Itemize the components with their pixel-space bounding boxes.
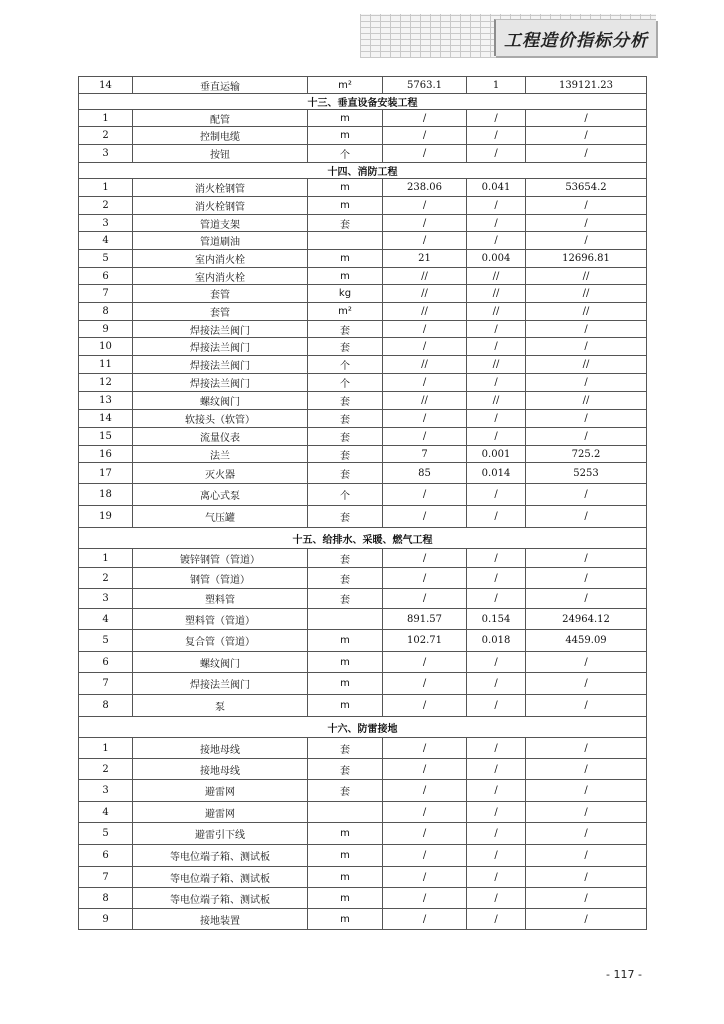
unit-cell: 套 xyxy=(308,428,383,446)
table-row xyxy=(79,215,647,232)
unit-cell: 套 xyxy=(308,410,383,428)
name-cell: 避雷引下线 xyxy=(133,823,308,845)
unit-cell xyxy=(308,232,383,250)
no-cell: 2 xyxy=(79,759,133,780)
name-cell: 软接头（软管） xyxy=(133,410,308,428)
name-cell: 钢管（管道） xyxy=(133,568,308,589)
index-cell: / xyxy=(467,823,526,845)
name-cell: 焊接法兰阀门 xyxy=(133,321,308,338)
table-row xyxy=(79,823,647,845)
amount-cell: / xyxy=(526,127,647,145)
index-cell: 0.014 xyxy=(467,463,526,484)
index-cell: 0.041 xyxy=(467,179,526,197)
index-cell: / xyxy=(467,589,526,609)
name-cell: 等电位端子箱、测试板 xyxy=(133,888,308,909)
name-cell: 管道支架 xyxy=(133,215,308,232)
unit-cell: 套 xyxy=(308,738,383,759)
unit-cell: m xyxy=(308,652,383,673)
table-row xyxy=(79,695,647,717)
name-cell: 套管 xyxy=(133,303,308,321)
table-row xyxy=(79,759,647,780)
table-row xyxy=(79,506,647,528)
qty-cell: / xyxy=(383,428,467,446)
unit-cell: m xyxy=(308,268,383,285)
qty-cell: / xyxy=(383,232,467,250)
no-cell: 5 xyxy=(79,630,133,652)
unit-cell xyxy=(308,802,383,823)
index-cell: / xyxy=(467,888,526,909)
unit-cell: 套 xyxy=(308,780,383,802)
table-row xyxy=(79,77,647,94)
section-header-row xyxy=(79,94,647,110)
no-cell: 14 xyxy=(79,77,133,94)
table-row xyxy=(79,463,647,484)
amount-cell: / xyxy=(526,589,647,609)
unit-cell: m xyxy=(308,845,383,867)
section-title: 十三、垂直设备安装工程 xyxy=(79,94,647,110)
qty-cell: / xyxy=(383,845,467,867)
table-row xyxy=(79,484,647,506)
qty-cell: / xyxy=(383,110,467,127)
amount-cell: // xyxy=(526,285,647,303)
table-row xyxy=(79,888,647,909)
no-cell: 15 xyxy=(79,428,133,446)
table-row xyxy=(79,802,647,823)
table-row xyxy=(79,630,647,652)
qty-cell: / xyxy=(383,589,467,609)
qty-cell: / xyxy=(383,823,467,845)
amount-cell: / xyxy=(526,232,647,250)
index-cell: / xyxy=(467,110,526,127)
amount-cell: / xyxy=(526,484,647,506)
no-cell: 9 xyxy=(79,321,133,338)
index-cell: / xyxy=(467,145,526,163)
table-row xyxy=(79,738,647,759)
page-header-title: 工程造价指标分析 xyxy=(504,30,648,51)
qty-cell: / xyxy=(383,506,467,528)
amount-cell: 24964.12 xyxy=(526,609,647,630)
unit-cell: 套 xyxy=(308,392,383,410)
qty-cell: / xyxy=(383,909,467,930)
table-row xyxy=(79,780,647,802)
table-row xyxy=(79,867,647,888)
index-cell: / xyxy=(467,695,526,717)
unit-cell: 个 xyxy=(308,374,383,392)
amount-cell: 725.2 xyxy=(526,446,647,463)
index-cell: / xyxy=(467,338,526,356)
amount-cell: / xyxy=(526,145,647,163)
no-cell: 2 xyxy=(79,127,133,145)
qty-cell: // xyxy=(383,392,467,410)
qty-cell: / xyxy=(383,695,467,717)
index-cell: // xyxy=(467,392,526,410)
unit-cell: 套 xyxy=(308,568,383,589)
unit-cell: m xyxy=(308,823,383,845)
name-cell: 消火栓钢管 xyxy=(133,179,308,197)
no-cell: 2 xyxy=(79,568,133,589)
no-cell: 17 xyxy=(79,463,133,484)
section-title: 十五、给排水、采暖、燃气工程 xyxy=(79,528,647,549)
index-cell: / xyxy=(467,780,526,802)
index-cell: // xyxy=(467,356,526,374)
no-cell: 7 xyxy=(79,285,133,303)
no-cell: 8 xyxy=(79,303,133,321)
no-cell: 6 xyxy=(79,845,133,867)
amount-cell: / xyxy=(526,321,647,338)
name-cell: 避雷网 xyxy=(133,780,308,802)
name-cell: 避雷网 xyxy=(133,802,308,823)
amount-cell: // xyxy=(526,356,647,374)
name-cell: 接地母线 xyxy=(133,738,308,759)
name-cell: 法兰 xyxy=(133,446,308,463)
index-cell: / xyxy=(467,802,526,823)
name-cell: 室内消火栓 xyxy=(133,250,308,268)
table-row xyxy=(79,845,647,867)
no-cell: 6 xyxy=(79,652,133,673)
no-cell: 18 xyxy=(79,484,133,506)
no-cell: 8 xyxy=(79,888,133,909)
index-cell: 0.004 xyxy=(467,250,526,268)
qty-cell: / xyxy=(383,780,467,802)
table-row xyxy=(79,268,647,285)
index-cell: / xyxy=(467,568,526,589)
qty-cell: 5763.1 xyxy=(383,77,467,94)
name-cell: 螺纹阀门 xyxy=(133,392,308,410)
index-cell: // xyxy=(467,268,526,285)
qty-cell: / xyxy=(383,759,467,780)
table-body xyxy=(79,77,647,930)
unit-cell: m xyxy=(308,197,383,215)
name-cell: 复合管（管道） xyxy=(133,630,308,652)
index-cell: / xyxy=(467,197,526,215)
index-cell: / xyxy=(467,549,526,568)
table-row xyxy=(79,549,647,568)
amount-cell: / xyxy=(526,888,647,909)
amount-cell: // xyxy=(526,268,647,285)
qty-cell: / xyxy=(383,652,467,673)
no-cell: 2 xyxy=(79,197,133,215)
table-row xyxy=(79,410,647,428)
name-cell: 气压罐 xyxy=(133,506,308,528)
unit-cell: 套 xyxy=(308,589,383,609)
name-cell: 螺纹阀门 xyxy=(133,652,308,673)
amount-cell: 12696.81 xyxy=(526,250,647,268)
table-row xyxy=(79,909,647,930)
name-cell: 消火栓钢管 xyxy=(133,197,308,215)
unit-cell: 套 xyxy=(308,321,383,338)
no-cell: 6 xyxy=(79,268,133,285)
amount-cell: / xyxy=(526,738,647,759)
name-cell: 镀锌钢管（管道） xyxy=(133,549,308,568)
index-cell: / xyxy=(467,506,526,528)
table-row xyxy=(79,145,647,163)
no-cell: 13 xyxy=(79,392,133,410)
page-number: - 117 - xyxy=(606,968,642,981)
no-cell: 1 xyxy=(79,179,133,197)
amount-cell: / xyxy=(526,909,647,930)
unit-cell: m² xyxy=(308,303,383,321)
unit-cell: m xyxy=(308,179,383,197)
qty-cell: / xyxy=(383,549,467,568)
section-header-row xyxy=(79,528,647,549)
table-row xyxy=(79,446,647,463)
name-cell: 焊接法兰阀门 xyxy=(133,338,308,356)
qty-cell: / xyxy=(383,738,467,759)
amount-cell: / xyxy=(526,338,647,356)
amount-cell: / xyxy=(526,780,647,802)
unit-cell: 套 xyxy=(308,215,383,232)
index-cell: // xyxy=(467,285,526,303)
name-cell: 等电位端子箱、测试板 xyxy=(133,845,308,867)
section-title: 十四、消防工程 xyxy=(79,163,647,179)
table-row xyxy=(79,232,647,250)
index-cell: / xyxy=(467,127,526,145)
unit-cell: kg xyxy=(308,285,383,303)
name-cell: 离心式泵 xyxy=(133,484,308,506)
amount-cell: / xyxy=(526,867,647,888)
no-cell: 16 xyxy=(79,446,133,463)
table-row xyxy=(79,285,647,303)
no-cell: 12 xyxy=(79,374,133,392)
qty-cell: // xyxy=(383,356,467,374)
index-cell: 0.018 xyxy=(467,630,526,652)
index-cell: // xyxy=(467,303,526,321)
no-cell: 14 xyxy=(79,410,133,428)
index-cell: / xyxy=(467,321,526,338)
no-cell: 1 xyxy=(79,110,133,127)
qty-cell: / xyxy=(383,484,467,506)
table-row xyxy=(79,321,647,338)
unit-cell: 个 xyxy=(308,145,383,163)
qty-cell: / xyxy=(383,374,467,392)
table-row xyxy=(79,374,647,392)
unit-cell: 套 xyxy=(308,338,383,356)
name-cell: 管道刷油 xyxy=(133,232,308,250)
section-header-row xyxy=(79,163,647,179)
unit-cell: 套 xyxy=(308,549,383,568)
unit-cell: m xyxy=(308,909,383,930)
qty-cell: / xyxy=(383,867,467,888)
index-cell: 0.001 xyxy=(467,446,526,463)
amount-cell: / xyxy=(526,506,647,528)
amount-cell: 4459.09 xyxy=(526,630,647,652)
qty-cell: / xyxy=(383,888,467,909)
amount-cell: / xyxy=(526,215,647,232)
unit-cell: m² xyxy=(308,77,383,94)
no-cell: 3 xyxy=(79,145,133,163)
unit-cell xyxy=(308,609,383,630)
qty-cell: / xyxy=(383,673,467,695)
name-cell: 接地母线 xyxy=(133,759,308,780)
amount-cell: 53654.2 xyxy=(526,179,647,197)
index-cell: / xyxy=(467,215,526,232)
name-cell: 垂直运输 xyxy=(133,77,308,94)
unit-cell: 套 xyxy=(308,506,383,528)
unit-cell: m xyxy=(308,673,383,695)
index-cell: 0.154 xyxy=(467,609,526,630)
index-cell: / xyxy=(467,759,526,780)
amount-cell: / xyxy=(526,549,647,568)
qty-cell: / xyxy=(383,321,467,338)
unit-cell: 套 xyxy=(308,759,383,780)
amount-cell: 139121.23 xyxy=(526,77,647,94)
unit-cell: m xyxy=(308,630,383,652)
qty-cell: 238.06 xyxy=(383,179,467,197)
unit-cell: m xyxy=(308,695,383,717)
index-cell: / xyxy=(467,673,526,695)
amount-cell: / xyxy=(526,110,647,127)
cost-index-table xyxy=(78,76,647,930)
name-cell: 接地装置 xyxy=(133,909,308,930)
table-row xyxy=(79,652,647,673)
name-cell: 灭火器 xyxy=(133,463,308,484)
table-row xyxy=(79,609,647,630)
unit-cell: 个 xyxy=(308,356,383,374)
no-cell: 10 xyxy=(79,338,133,356)
no-cell: 9 xyxy=(79,909,133,930)
qty-cell: // xyxy=(383,285,467,303)
index-cell: / xyxy=(467,845,526,867)
no-cell: 4 xyxy=(79,802,133,823)
no-cell: 3 xyxy=(79,215,133,232)
name-cell: 塑料管 xyxy=(133,589,308,609)
no-cell: 5 xyxy=(79,823,133,845)
unit-cell: m xyxy=(308,888,383,909)
no-cell: 5 xyxy=(79,250,133,268)
name-cell: 配管 xyxy=(133,110,308,127)
amount-cell: / xyxy=(526,845,647,867)
table-row xyxy=(79,568,647,589)
qty-cell: // xyxy=(383,303,467,321)
table-row xyxy=(79,127,647,145)
amount-cell: // xyxy=(526,303,647,321)
name-cell: 塑料管（管道） xyxy=(133,609,308,630)
index-cell: / xyxy=(467,374,526,392)
no-cell: 3 xyxy=(79,589,133,609)
amount-cell: // xyxy=(526,392,647,410)
index-cell: / xyxy=(467,867,526,888)
name-cell: 按钮 xyxy=(133,145,308,163)
name-cell: 焊接法兰阀门 xyxy=(133,374,308,392)
amount-cell: / xyxy=(526,568,647,589)
no-cell: 11 xyxy=(79,356,133,374)
no-cell: 7 xyxy=(79,867,133,888)
qty-cell: 85 xyxy=(383,463,467,484)
no-cell: 3 xyxy=(79,780,133,802)
table-row xyxy=(79,673,647,695)
amount-cell: / xyxy=(526,197,647,215)
unit-cell: 个 xyxy=(308,484,383,506)
no-cell: 4 xyxy=(79,609,133,630)
qty-cell: / xyxy=(383,410,467,428)
qty-cell: / xyxy=(383,127,467,145)
table-row xyxy=(79,197,647,215)
name-cell: 焊接法兰阀门 xyxy=(133,356,308,374)
no-cell: 8 xyxy=(79,695,133,717)
amount-cell: 5253 xyxy=(526,463,647,484)
qty-cell: // xyxy=(383,268,467,285)
qty-cell: / xyxy=(383,338,467,356)
table-row xyxy=(79,392,647,410)
amount-cell: / xyxy=(526,652,647,673)
no-cell: 1 xyxy=(79,738,133,759)
name-cell: 焊接法兰阀门 xyxy=(133,673,308,695)
amount-cell: / xyxy=(526,759,647,780)
name-cell: 等电位端子箱、测试板 xyxy=(133,867,308,888)
index-cell: / xyxy=(467,652,526,673)
table-row xyxy=(79,356,647,374)
amount-cell: / xyxy=(526,410,647,428)
header-banner xyxy=(494,19,656,56)
qty-cell: / xyxy=(383,145,467,163)
qty-cell: / xyxy=(383,215,467,232)
index-cell: / xyxy=(467,484,526,506)
amount-cell: / xyxy=(526,823,647,845)
amount-cell: / xyxy=(526,802,647,823)
index-cell: / xyxy=(467,410,526,428)
index-cell: / xyxy=(467,738,526,759)
unit-cell: 套 xyxy=(308,463,383,484)
index-cell: / xyxy=(467,909,526,930)
index-cell: / xyxy=(467,232,526,250)
table-row xyxy=(79,338,647,356)
unit-cell: 套 xyxy=(308,446,383,463)
no-cell: 1 xyxy=(79,549,133,568)
index-cell: 1 xyxy=(467,77,526,94)
index-cell: / xyxy=(467,428,526,446)
unit-cell: m xyxy=(308,250,383,268)
table-row xyxy=(79,428,647,446)
amount-cell: / xyxy=(526,673,647,695)
name-cell: 室内消火栓 xyxy=(133,268,308,285)
amount-cell: / xyxy=(526,695,647,717)
qty-cell: 102.71 xyxy=(383,630,467,652)
name-cell: 流量仪表 xyxy=(133,428,308,446)
qty-cell: 891.57 xyxy=(383,609,467,630)
qty-cell: / xyxy=(383,197,467,215)
table-row xyxy=(79,250,647,268)
name-cell: 套管 xyxy=(133,285,308,303)
no-cell: 19 xyxy=(79,506,133,528)
qty-cell: / xyxy=(383,802,467,823)
table-row xyxy=(79,589,647,609)
table-row xyxy=(79,303,647,321)
section-header-row xyxy=(79,717,647,738)
table-row xyxy=(79,110,647,127)
no-cell: 4 xyxy=(79,232,133,250)
unit-cell: m xyxy=(308,867,383,888)
amount-cell: / xyxy=(526,374,647,392)
qty-cell: 7 xyxy=(383,446,467,463)
section-title: 十六、防雷接地 xyxy=(79,717,647,738)
qty-cell: / xyxy=(383,568,467,589)
name-cell: 控制电缆 xyxy=(133,127,308,145)
unit-cell: m xyxy=(308,110,383,127)
no-cell: 7 xyxy=(79,673,133,695)
table-row xyxy=(79,179,647,197)
amount-cell: / xyxy=(526,428,647,446)
unit-cell: m xyxy=(308,127,383,145)
name-cell: 泵 xyxy=(133,695,308,717)
qty-cell: 21 xyxy=(383,250,467,268)
